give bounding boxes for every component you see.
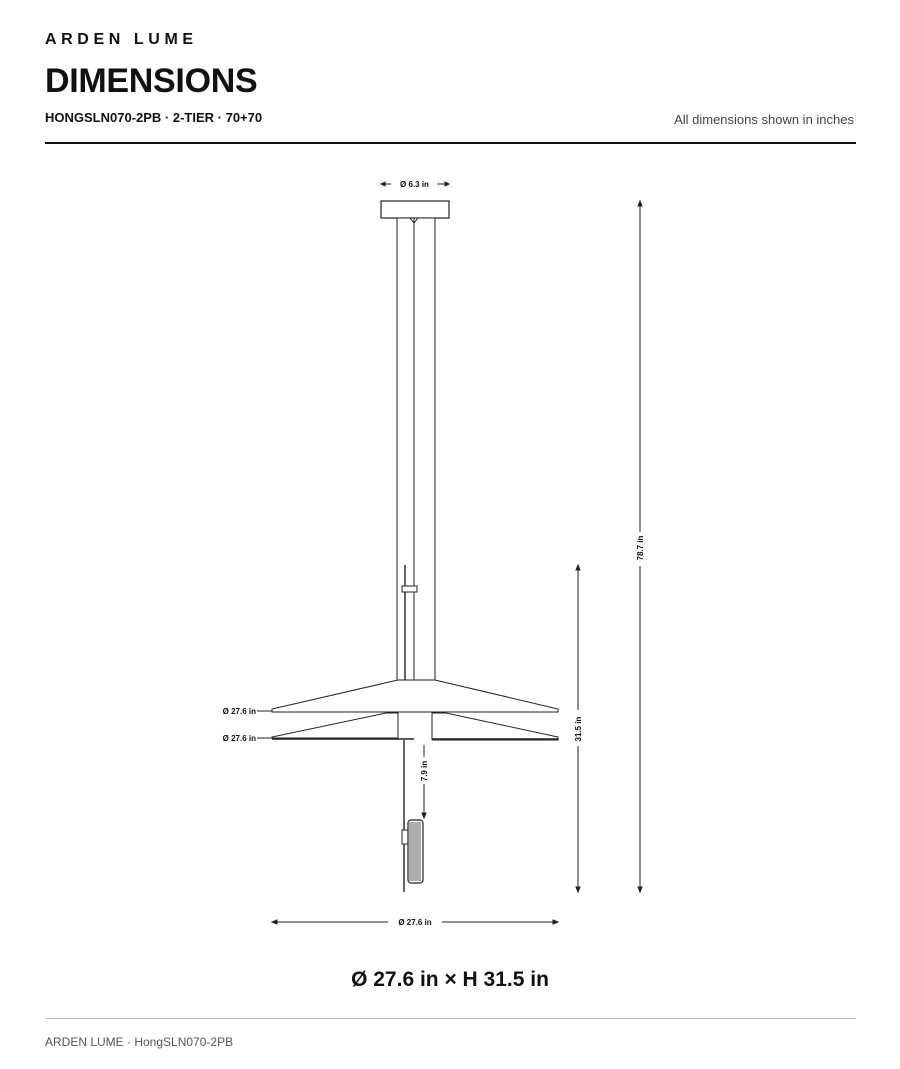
lower-shade-right: [432, 713, 558, 740]
units-note: All dimensions shown in inches: [674, 112, 854, 127]
overall-width-label: Ø 27.6 in: [398, 918, 432, 927]
upper-shade: [272, 680, 558, 712]
lower-shade-left: [272, 713, 398, 738]
upper-shade-diameter-label: Ø 27.6 in: [222, 707, 256, 716]
dimension-drawing: [0, 150, 900, 940]
brand-name: ARDEN LUME: [45, 31, 198, 48]
rod-clamp: [402, 586, 417, 592]
page-title: DIMENSIONS: [45, 62, 258, 100]
suspension-column: [397, 218, 435, 680]
model-subtitle: HONGSLN070-2PB · 2-TIER · 70+70: [45, 110, 263, 125]
lower-shade-diameter-label: Ø 27.6 in: [222, 734, 256, 743]
canopy-diameter-label: Ø 6.3 in: [400, 180, 429, 189]
footer-divider: [45, 1018, 856, 1019]
overall-height-label: 78.7 in: [636, 535, 645, 561]
footer-text: ARDEN LUME · HongSLN070-2PB: [45, 1035, 234, 1049]
dimension-summary: Ø 27.6 in × H 31.5 in: [351, 968, 549, 991]
canopy: [381, 201, 449, 218]
rod-length-label: 7.9 in: [420, 760, 429, 782]
header-divider: [45, 142, 856, 144]
fixture-height-label: 31.5 in: [574, 716, 583, 742]
